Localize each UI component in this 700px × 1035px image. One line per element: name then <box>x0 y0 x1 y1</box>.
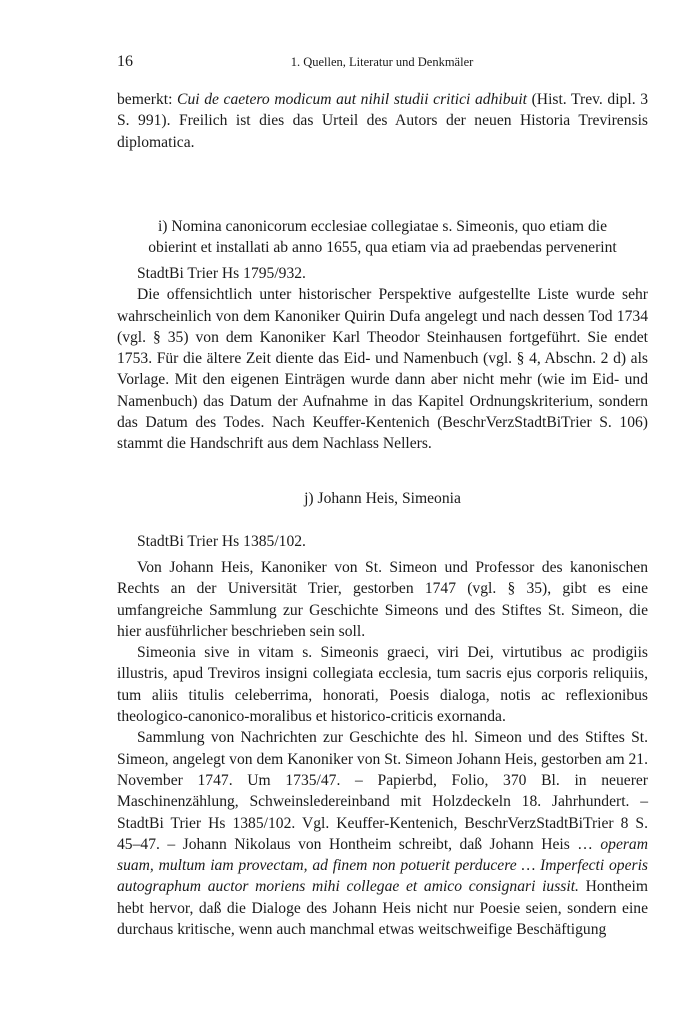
paragraph-continuation <box>117 89 648 153</box>
heading-line: i) Nomina canonicorum ecclesiae collegiatae s. Simeonis, quo etiam die <box>157 218 608 235</box>
latin-quote: operam suam, multum iam provectam, ad finem non potuerit perducere … Imperfecti operis autographum auctor moriens mihi collegae et amico consignari iussit. <box>117 835 648 896</box>
body-paragraph <box>117 727 648 940</box>
latin-quote: Cui de caetero modicum aut nihil studii critici adhibuit <box>177 91 527 108</box>
running-head: 1. Quellen, Literatur und Denkmäler <box>290 55 474 69</box>
body-paragraph: Von Johann Heis, Kanoniker von St. Simeon und Professor des kanonischen Rechts an der Universität Trier, gestorben 1747 (vgl. § 35), gibt es eine umfangreiche Sammlung zur Geschichte Simeons und des Stiftes St. Simeon, die hier ausführlicher beschrieben sein soll. <box>117 559 648 640</box>
shelfmark: StadtBi Trier Hs 1795/932. <box>137 265 306 282</box>
heading-line: j) Johann Heis, Simeonia <box>304 490 461 507</box>
section-j-body <box>117 557 648 940</box>
section-heading-j <box>117 488 648 509</box>
section-i-body <box>117 263 648 455</box>
section-heading-i <box>117 216 648 259</box>
text-run: bemerkt: <box>117 91 178 108</box>
page-header <box>117 53 647 73</box>
body-paragraph: Simeonia sive in vitam s. Simeonis graeci, viri Dei, virtutibus ac prodigiis illustris, apud Treviros insigni collegiata ecclesia, tum sacris ejus corporis reliquiis, tum aliis titulis celeberrima, honorati, Poesis dialoga, notis ac reflexionibus theologico-canonico-moralibus et historico-criticis exornanda. <box>117 644 648 726</box>
section-j-shelfmark <box>117 531 648 552</box>
text-run: Sammlung von Nachrichten zur Geschichte des hl. Simeon und des Stiftes St. Simeon, angelegt von dem Kanoniker von St. Simeon Johann Heis, gestorben am 21. November 1747. Um 1735/47. – Papierbd, Folio, 370 Bl. in neuerer Maschinenzählung, Schweinsledereinband mit Holzdeckeln 18. Jahrhundert. – StadtBi Trier Hs 1385/102. Vgl. Keuffer-Kentenich, BeschrVerzStadtBiTrier 8 S. 45–47. – Johann Nikolaus von Hontheim schreibt, daß Johann Heis … <box>117 729 648 853</box>
shelfmark: StadtBi Trier Hs 1385/102. <box>137 533 306 550</box>
text-run: (Hist. Trev. dipl. 3 S. 991). Freilich ist dies das Urteil des Autors der neuen Historia Trevirensis diplomatica. <box>117 91 649 151</box>
body-paragraph: Die offensichtlich unter historischer Perspektive aufgestellte Liste wurde sehr wahrscheinlich von dem Kanoniker Quirin Dufa angelegt und nach dessen Tod 1734 (vgl. § 35) von dem Kanoniker Karl Theodor Steinhausen fortgeführt. Sie endet 1753. Für die ältere Zeit diente das Eid- und Namenbuch (vgl. § 4, Abschn. 2 d) als Vorlage. Mit den eigenen Einträgen wurde dann aber nicht mehr (wie im Eid- und Namenbuch) das Datum der Aufnahme in das Kapitel Ordnungskriterium, sondern das Datum des Todes. Nach Keuffer-Kentenich (BeschrVerzStadtBiTrier S. 106) stammt die Handschrift aus dem Nachlass Nellers. <box>117 286 648 453</box>
page-number: 16 <box>117 53 133 70</box>
text-run: Hontheim hebt hervor, daß die Dialoge des Johann Heis nicht nur Poesie seien, sondern eine durchaus kritische, wenn auch manchmal etwas weitschweifige Beschäftigung <box>117 878 648 939</box>
heading-line: obierint et installati ab anno 1655, qua etiam via ad praebendas pervenerint <box>148 239 617 257</box>
